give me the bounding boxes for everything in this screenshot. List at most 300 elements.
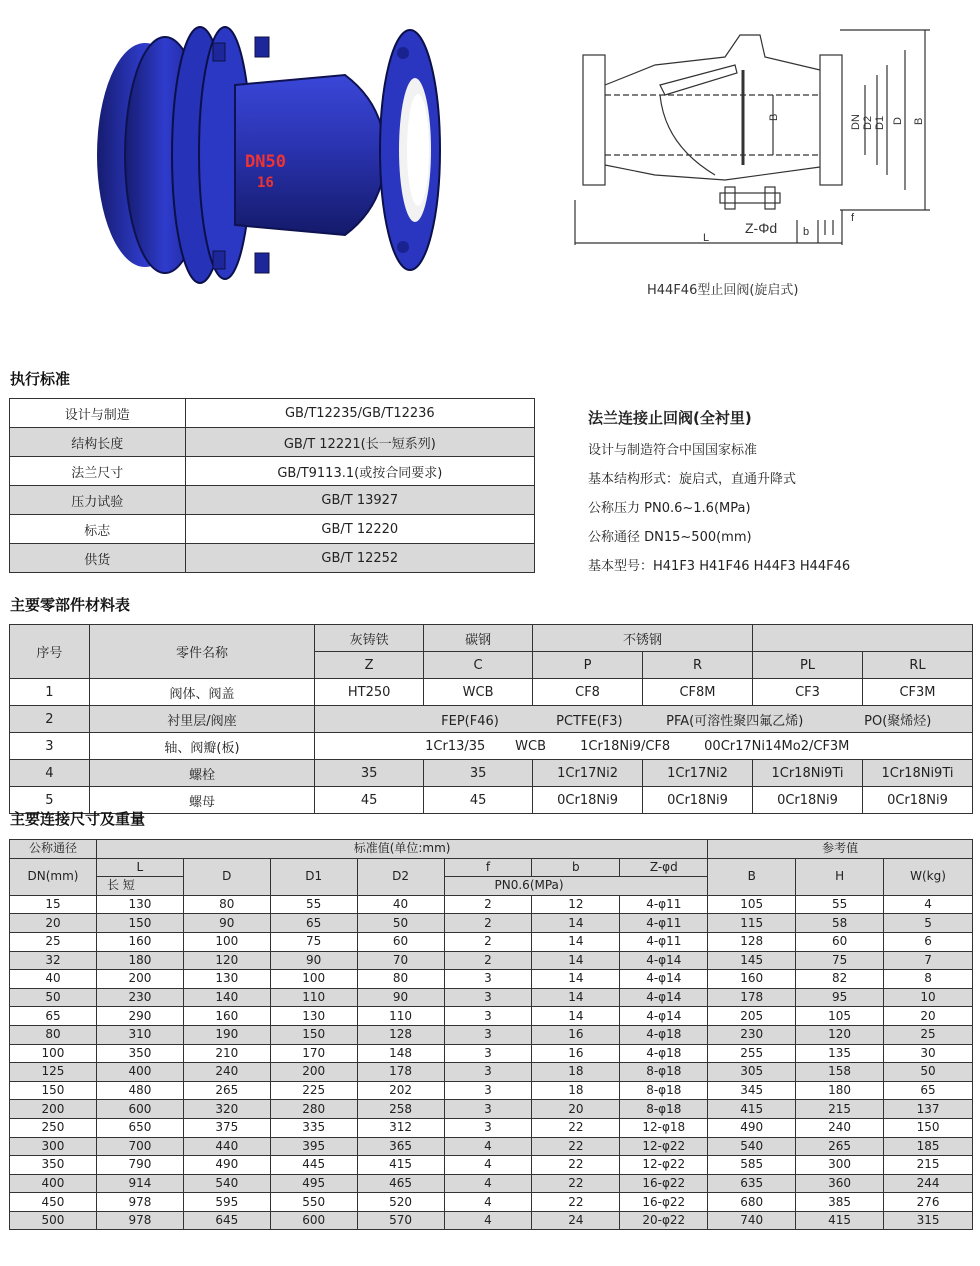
shaft-material: 1Cr18Ni9/CF8: [580, 738, 671, 754]
dn-cell: 15: [10, 895, 97, 914]
header-dn: 公称通径: [10, 840, 97, 859]
header-col: D: [183, 858, 270, 895]
std-key: 供货: [10, 544, 186, 573]
value-cell: 16-φ22: [620, 1193, 708, 1212]
cell: 0Cr18Ni9: [533, 787, 643, 814]
value-cell: 90: [357, 988, 444, 1007]
value-cell: 415: [708, 1100, 796, 1119]
table-row: [10, 840, 973, 859]
value-cell: 20: [532, 1100, 620, 1119]
header-code: R: [643, 652, 753, 679]
value-cell: 185: [884, 1137, 973, 1156]
value-cell: 70: [357, 951, 444, 970]
value-cell: 310: [96, 1025, 183, 1044]
value-cell: 170: [270, 1044, 357, 1063]
value-cell: 305: [708, 1063, 796, 1082]
header-group: 碳钢: [424, 625, 533, 652]
value-cell: 4: [444, 1156, 532, 1175]
label-z: Z-Φd: [745, 220, 778, 236]
value-cell: 680: [708, 1193, 796, 1212]
value-cell: 160: [708, 970, 796, 989]
value-cell: 200: [270, 1063, 357, 1082]
value-cell: 7: [884, 951, 973, 970]
std-key: 压力试验: [10, 486, 186, 515]
lining-material: PCTFE(F3): [556, 713, 623, 729]
value-cell: 4: [884, 895, 973, 914]
std-value: GB/T12235/GB/T12236: [185, 399, 534, 428]
value-cell: 4-φ14: [620, 951, 708, 970]
lining-material: PO(聚烯烃): [864, 713, 932, 729]
header-code: PL: [753, 652, 863, 679]
value-cell: 137: [884, 1100, 973, 1119]
cell: CF3: [753, 679, 863, 706]
value-cell: 276: [884, 1193, 973, 1212]
value-cell: 415: [796, 1211, 884, 1230]
value-cell: 8-φ18: [620, 1100, 708, 1119]
table-row: [10, 932, 973, 951]
value-cell: 178: [357, 1063, 444, 1082]
standards-title: 执行标准: [10, 370, 71, 388]
table-row: [10, 951, 973, 970]
value-cell: 4-φ11: [620, 914, 708, 933]
header-col: f: [444, 858, 532, 877]
value-cell: 18: [532, 1063, 620, 1082]
value-cell: 110: [270, 988, 357, 1007]
value-cell: 600: [270, 1211, 357, 1230]
value-cell: 290: [96, 1007, 183, 1026]
value-cell: 16: [532, 1044, 620, 1063]
value-cell: 115: [708, 914, 796, 933]
value-cell: 24: [532, 1211, 620, 1230]
dn-cell: 350: [10, 1156, 97, 1175]
cell: 3: [10, 733, 90, 760]
dimensions-title: 主要连接尺寸及重量: [10, 810, 146, 828]
table-row: [10, 914, 973, 933]
value-cell: 190: [183, 1025, 270, 1044]
info-line: 基本型号：H41F3 H41F46 H44F3 H44F46: [588, 559, 851, 574]
header-col: L: [96, 858, 183, 877]
info-line: 设计与制造符合中国国家标准: [588, 443, 758, 458]
value-cell: 4-φ14: [620, 1007, 708, 1026]
value-cell: 22: [532, 1156, 620, 1175]
table-row: [10, 428, 535, 457]
label-dn: DN: [850, 114, 862, 130]
cell: 螺母: [89, 787, 314, 814]
cell: 35: [315, 760, 424, 787]
table-row: [10, 625, 973, 652]
header-col: b: [532, 858, 620, 877]
value-cell: 4-φ18: [620, 1044, 708, 1063]
shaft-material: 1Cr13/35: [425, 738, 486, 754]
header-code: P: [533, 652, 643, 679]
cell: 4: [10, 760, 90, 787]
value-cell: 4-φ11: [620, 932, 708, 951]
cell: CF8M: [643, 679, 753, 706]
value-cell: 90: [270, 951, 357, 970]
value-cell: 360: [796, 1174, 884, 1193]
value-cell: 225: [270, 1081, 357, 1100]
header-dn-unit: DN(mm): [10, 858, 97, 895]
std-key: 结构长度: [10, 428, 186, 457]
header-group: 灰铸铁: [315, 625, 424, 652]
label-b-inner: B: [768, 113, 780, 121]
dn-cell: 32: [10, 951, 97, 970]
value-cell: 3: [444, 1081, 532, 1100]
dn-cell: 50: [10, 988, 97, 1007]
value-cell: 240: [183, 1063, 270, 1082]
cell: 1Cr18Ni9Ti: [862, 760, 972, 787]
label-d1: D1: [874, 115, 886, 130]
table-row: [10, 679, 973, 706]
cell: [315, 706, 973, 733]
header-code: RL: [862, 652, 972, 679]
value-cell: 8-φ18: [620, 1063, 708, 1082]
value-cell: 20-φ22: [620, 1211, 708, 1230]
value-cell: 150: [270, 1025, 357, 1044]
label-d: D: [892, 117, 904, 125]
value-cell: 130: [183, 970, 270, 989]
value-cell: 2: [444, 951, 532, 970]
value-cell: 445: [270, 1156, 357, 1175]
value-cell: 790: [96, 1156, 183, 1175]
value-cell: 110: [357, 1007, 444, 1026]
value-cell: 312: [357, 1118, 444, 1137]
std-value: GB/T9113.1(或按合同要求): [185, 457, 534, 486]
value-cell: 55: [796, 895, 884, 914]
cell: 45: [315, 787, 424, 814]
size-marking: DN50: [245, 152, 286, 172]
cell: 轴、阀瓣(板): [89, 733, 314, 760]
value-cell: 650: [96, 1118, 183, 1137]
value-cell: 95: [796, 988, 884, 1007]
value-cell: 570: [357, 1211, 444, 1230]
value-cell: 178: [708, 988, 796, 1007]
value-cell: 22: [532, 1137, 620, 1156]
value-cell: 490: [183, 1156, 270, 1175]
value-cell: 90: [183, 914, 270, 933]
value-cell: 4-φ14: [620, 970, 708, 989]
header-col: B: [708, 858, 796, 895]
cell: 0Cr18Ni9: [643, 787, 753, 814]
header-standard: 标准值(单位:mm): [96, 840, 707, 859]
value-cell: 14: [532, 951, 620, 970]
std-value: GB/T 12221(长一短系列): [185, 428, 534, 457]
value-cell: 540: [708, 1137, 796, 1156]
value-cell: 180: [796, 1081, 884, 1100]
value-cell: 465: [357, 1174, 444, 1193]
header-col: D2: [357, 858, 444, 895]
value-cell: 105: [796, 1007, 884, 1026]
value-cell: 700: [96, 1137, 183, 1156]
header-col: H: [796, 858, 884, 895]
cell: 1: [10, 679, 90, 706]
value-cell: 258: [357, 1100, 444, 1119]
cell: 35: [424, 760, 533, 787]
table-row: [10, 1137, 973, 1156]
value-cell: 3: [444, 1025, 532, 1044]
header-pn: PN0.6(MPa): [444, 877, 708, 896]
value-cell: 16: [532, 1025, 620, 1044]
cell: 45: [424, 787, 533, 814]
dimensions-table: [9, 839, 973, 1230]
value-cell: 12-φ22: [620, 1156, 708, 1175]
header-col: Z-φd: [620, 858, 708, 877]
value-cell: 265: [183, 1081, 270, 1100]
standards-table: [9, 398, 535, 573]
table-row: [10, 1100, 973, 1119]
table-row: [10, 1081, 973, 1100]
info-title: 法兰连接止回阀(全衬里): [588, 409, 752, 427]
value-cell: 345: [708, 1081, 796, 1100]
value-cell: 600: [96, 1100, 183, 1119]
cell: 0Cr18Ni9: [753, 787, 863, 814]
label-b: b: [803, 226, 810, 238]
value-cell: 8: [884, 970, 973, 989]
cell: 2: [10, 706, 90, 733]
value-cell: 2: [444, 914, 532, 933]
std-value: GB/T 13927: [185, 486, 534, 515]
cell: 衬里层/阀座: [89, 706, 314, 733]
std-key: 法兰尺寸: [10, 457, 186, 486]
std-key: 设计与制造: [10, 399, 186, 428]
value-cell: 18: [532, 1081, 620, 1100]
value-cell: 55: [270, 895, 357, 914]
value-cell: 140: [183, 988, 270, 1007]
value-cell: 315: [884, 1211, 973, 1230]
dn-cell: 65: [10, 1007, 97, 1026]
value-cell: 3: [444, 1063, 532, 1082]
table-row: [10, 1211, 973, 1230]
value-cell: 22: [532, 1174, 620, 1193]
table-row: [10, 858, 973, 877]
value-cell: 105: [708, 895, 796, 914]
value-cell: 14: [532, 914, 620, 933]
cell: CF8: [533, 679, 643, 706]
value-cell: 160: [96, 932, 183, 951]
dn-cell: 100: [10, 1044, 97, 1063]
table-row: [10, 1007, 973, 1026]
table-row: [10, 399, 535, 428]
value-cell: 635: [708, 1174, 796, 1193]
value-cell: 645: [183, 1211, 270, 1230]
value-cell: 30: [884, 1044, 973, 1063]
table-row: [10, 895, 973, 914]
value-cell: 22: [532, 1118, 620, 1137]
label-b-outer: B: [913, 117, 925, 125]
value-cell: 135: [796, 1044, 884, 1063]
header-len-short: 长 短: [96, 877, 183, 896]
cell: HT250: [315, 679, 424, 706]
value-cell: 4: [444, 1174, 532, 1193]
value-cell: 395: [270, 1137, 357, 1156]
dimensions-data: [10, 895, 973, 1230]
dn-cell: 40: [10, 970, 97, 989]
value-cell: 100: [270, 970, 357, 989]
lining-material: PFA(可溶性聚四氟乙烯): [666, 713, 804, 729]
header-no: 序号: [10, 625, 90, 679]
value-cell: 3: [444, 988, 532, 1007]
value-cell: 400: [96, 1063, 183, 1082]
value-cell: 3: [444, 1044, 532, 1063]
value-cell: 12-φ18: [620, 1118, 708, 1137]
value-cell: 4-φ14: [620, 988, 708, 1007]
table-row: [10, 706, 973, 733]
value-cell: 160: [183, 1007, 270, 1026]
value-cell: 440: [183, 1137, 270, 1156]
value-cell: 4: [444, 1137, 532, 1156]
value-cell: 2: [444, 895, 532, 914]
dn-cell: 500: [10, 1211, 97, 1230]
value-cell: 215: [884, 1156, 973, 1175]
value-cell: 335: [270, 1118, 357, 1137]
value-cell: 12-φ22: [620, 1137, 708, 1156]
header-reference: 参考值: [708, 840, 973, 859]
value-cell: 978: [96, 1193, 183, 1212]
value-cell: 4: [444, 1211, 532, 1230]
header-group: 不锈钢: [533, 625, 753, 652]
materials-title: 主要零部件材料表: [10, 596, 131, 614]
cell: 1Cr17Ni2: [643, 760, 753, 787]
dn-cell: 20: [10, 914, 97, 933]
value-cell: 300: [796, 1156, 884, 1175]
cell: WCB: [424, 679, 533, 706]
label-d2: D2: [862, 115, 874, 130]
value-cell: 180: [96, 951, 183, 970]
value-cell: 20: [884, 1007, 973, 1026]
table-row: [10, 1044, 973, 1063]
value-cell: 50: [357, 914, 444, 933]
drawing-caption: H44F46型止回阀(旋启式): [647, 283, 799, 298]
table-row: [10, 486, 535, 515]
dn-cell: 150: [10, 1081, 97, 1100]
dn-cell: 125: [10, 1063, 97, 1082]
table-row: [10, 1063, 973, 1082]
value-cell: 255: [708, 1044, 796, 1063]
cell: CF3M: [862, 679, 972, 706]
value-cell: 65: [270, 914, 357, 933]
table-row: [10, 1025, 973, 1044]
shaft-material: 00Cr17Ni14Mo2/CF3M: [704, 738, 850, 754]
cell: 5: [10, 787, 90, 814]
value-cell: 14: [532, 988, 620, 1007]
value-cell: 40: [357, 895, 444, 914]
value-cell: 495: [270, 1174, 357, 1193]
value-cell: 320: [183, 1100, 270, 1119]
value-cell: 3: [444, 1118, 532, 1137]
value-cell: 4: [444, 1193, 532, 1212]
info-line: 公称通径 DN15~500(mm): [588, 530, 752, 545]
table-row: [10, 457, 535, 486]
value-cell: 130: [270, 1007, 357, 1026]
header-col: W(kg): [884, 858, 973, 895]
value-cell: 520: [357, 1193, 444, 1212]
value-cell: 60: [357, 932, 444, 951]
value-cell: 210: [183, 1044, 270, 1063]
value-cell: 14: [532, 970, 620, 989]
value-cell: 490: [708, 1118, 796, 1137]
cell: 0Cr18Ni9: [862, 787, 972, 814]
table-row: [10, 970, 973, 989]
value-cell: 215: [796, 1100, 884, 1119]
table-row: [10, 515, 535, 544]
table-row: [10, 733, 973, 760]
value-cell: 914: [96, 1174, 183, 1193]
value-cell: 128: [708, 932, 796, 951]
dn-cell: 300: [10, 1137, 97, 1156]
header-col: D1: [270, 858, 357, 895]
value-cell: 65: [884, 1081, 973, 1100]
std-key: 标志: [10, 515, 186, 544]
value-cell: 385: [796, 1193, 884, 1212]
value-cell: 740: [708, 1211, 796, 1230]
std-value: GB/T 12220: [185, 515, 534, 544]
value-cell: 12: [532, 895, 620, 914]
value-cell: 240: [796, 1118, 884, 1137]
label-f: f: [851, 212, 855, 224]
value-cell: 50: [884, 1063, 973, 1082]
value-cell: 75: [796, 951, 884, 970]
value-cell: 145: [708, 951, 796, 970]
info-line: 公称压力 PN0.6~1.6(MPa): [588, 501, 751, 516]
value-cell: 150: [96, 914, 183, 933]
value-cell: 128: [357, 1025, 444, 1044]
value-cell: 540: [183, 1174, 270, 1193]
cell: 螺栓: [89, 760, 314, 787]
value-cell: 4-φ18: [620, 1025, 708, 1044]
value-cell: 202: [357, 1081, 444, 1100]
value-cell: 100: [183, 932, 270, 951]
table-row: [10, 988, 973, 1007]
shaft-material: WCB: [515, 738, 547, 754]
dn-cell: 450: [10, 1193, 97, 1212]
value-cell: 16-φ22: [620, 1174, 708, 1193]
value-cell: 82: [796, 970, 884, 989]
value-cell: 80: [183, 895, 270, 914]
product-info: [588, 400, 973, 581]
value-cell: 3: [444, 1007, 532, 1026]
value-cell: 550: [270, 1193, 357, 1212]
dn-cell: 80: [10, 1025, 97, 1044]
valve-photo: [85, 15, 455, 295]
value-cell: 244: [884, 1174, 973, 1193]
value-cell: 3: [444, 1100, 532, 1119]
cell: [315, 733, 973, 760]
table-row: [10, 760, 973, 787]
table-row: [10, 1118, 973, 1137]
value-cell: 22: [532, 1193, 620, 1212]
table-row: [10, 1156, 973, 1175]
value-cell: 265: [796, 1137, 884, 1156]
value-cell: 5: [884, 914, 973, 933]
value-cell: 148: [357, 1044, 444, 1063]
value-cell: 58: [796, 914, 884, 933]
info-line: 基本结构形式：旋启式，直通升降式: [588, 472, 797, 487]
header-code: C: [424, 652, 533, 679]
value-cell: 158: [796, 1063, 884, 1082]
value-cell: 585: [708, 1156, 796, 1175]
header-group: [753, 625, 973, 652]
value-cell: 230: [96, 988, 183, 1007]
lining-material: FEP(F46): [441, 713, 499, 729]
value-cell: 3: [444, 970, 532, 989]
value-cell: 6: [884, 932, 973, 951]
cell: 阀体、阀盖: [89, 679, 314, 706]
pressure-marking: 16: [257, 175, 274, 191]
value-cell: 150: [884, 1118, 973, 1137]
value-cell: 2: [444, 932, 532, 951]
value-cell: 205: [708, 1007, 796, 1026]
value-cell: 14: [532, 1007, 620, 1026]
